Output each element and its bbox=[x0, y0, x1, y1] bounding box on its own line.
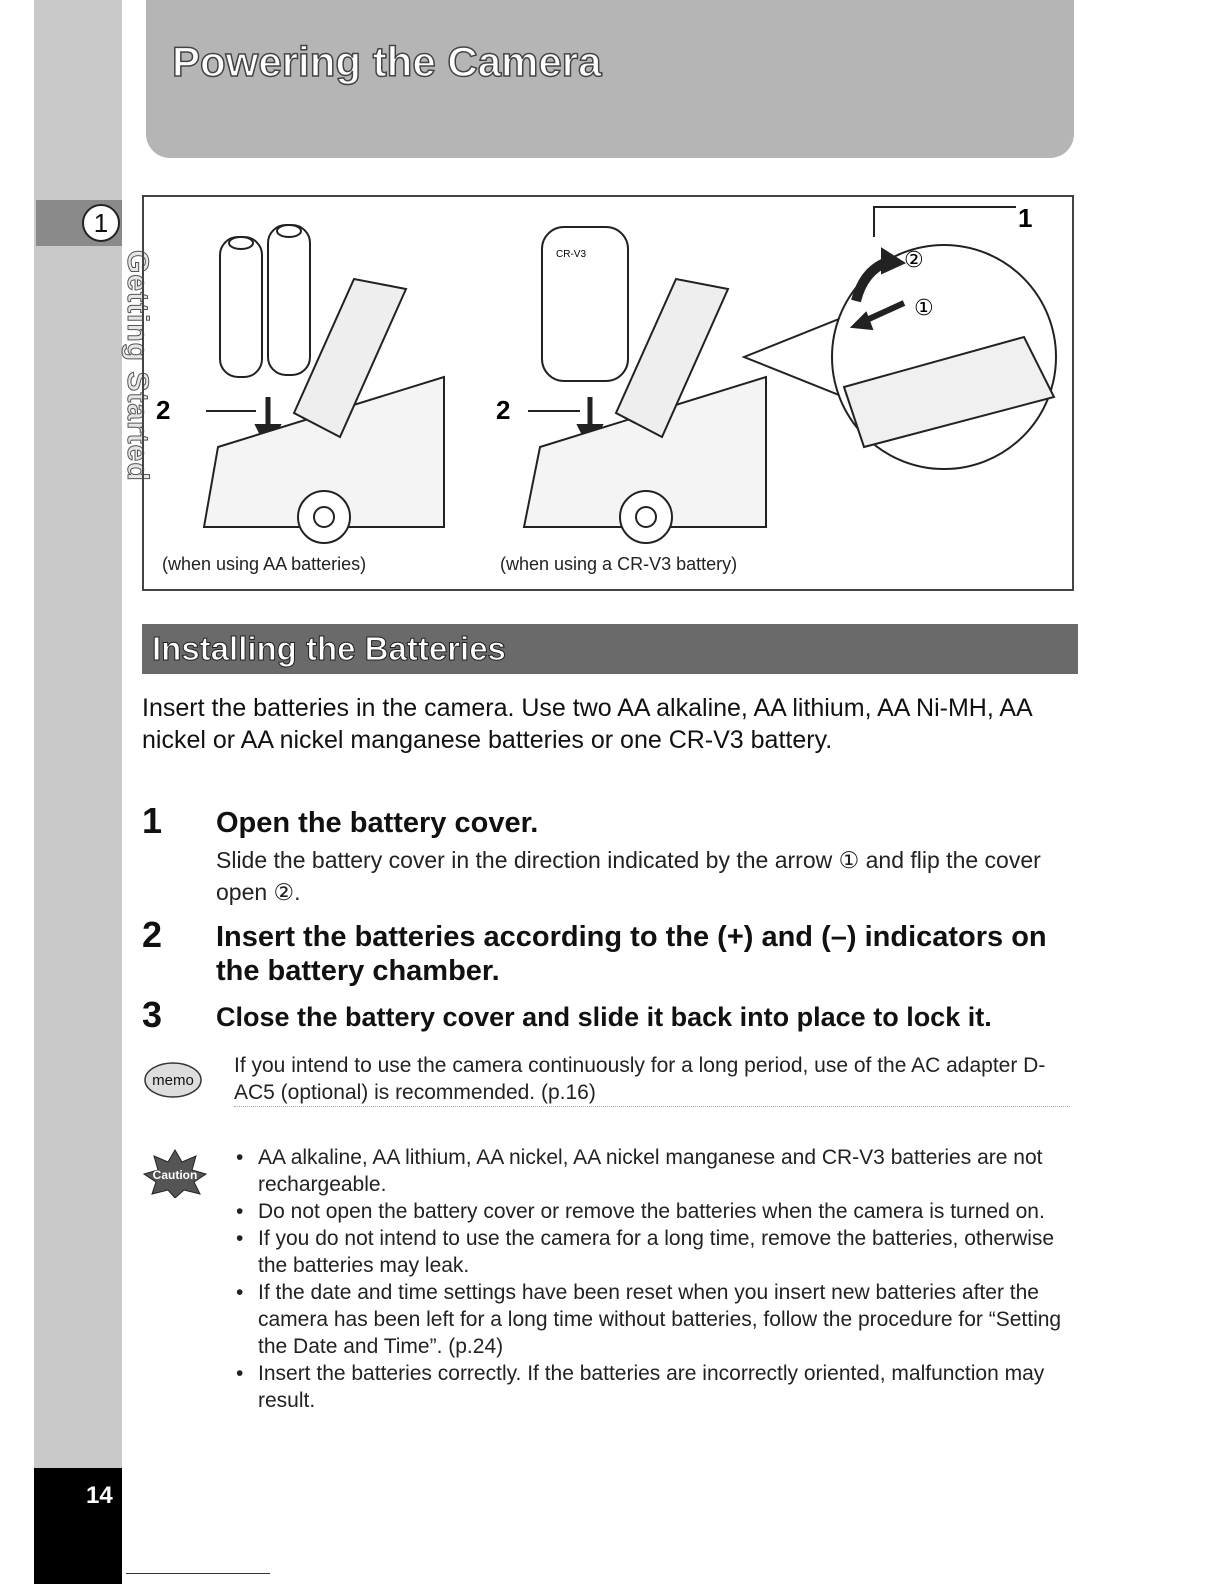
caution-item: • Insert the batteries correctly. If the batteries are incorrectly oriented, malfunction may result. bbox=[232, 1360, 1074, 1414]
arrow-step-2-label: ② bbox=[904, 248, 924, 273]
step-3 bbox=[142, 994, 1092, 1038]
caution-item: • If the date and time settings have been reset when you insert new batteries after the camera has been left for a long time without batteries, follow the procedure for “Setting the Date and Time”. (p.24) bbox=[232, 1279, 1074, 1360]
battery-illustration bbox=[142, 195, 1074, 591]
crv3-battery-drawing bbox=[524, 227, 766, 543]
step-number: 3 bbox=[142, 994, 163, 1035]
section-heading-bar bbox=[142, 624, 1078, 674]
callout-2-right: 2 bbox=[496, 395, 511, 425]
arrow-step-1-label: ① bbox=[914, 296, 934, 321]
caution-item: • Do not open the battery cover or remove the batteries when the camera is turned on. bbox=[232, 1198, 1074, 1225]
caution-icon-label: Caution bbox=[152, 1168, 198, 1182]
step-number: 2 bbox=[142, 914, 163, 955]
caption-crv3: (when using a CR-V3 battery) bbox=[500, 554, 738, 574]
battery-cover-zoom bbox=[744, 207, 1056, 469]
step-title: Insert the batteries according to the (+) and (–) indicators on the battery chamber. bbox=[216, 921, 1047, 987]
callout-1: 1 bbox=[1018, 203, 1033, 233]
step-title: Open the battery cover. bbox=[216, 807, 539, 839]
footer-rule bbox=[126, 1573, 270, 1574]
chapter-label: Getting Started bbox=[121, 250, 154, 482]
chapter-tab bbox=[34, 0, 154, 1468]
caution-note bbox=[142, 1144, 1077, 1464]
memo-note bbox=[142, 1052, 1077, 1112]
caption-aa: (when using AA batteries) bbox=[162, 554, 367, 574]
page-title-bar bbox=[146, 0, 1074, 158]
battery-label: CR-V3 bbox=[556, 249, 587, 260]
caution-item: • If you do not intend to use the camera for a long time, remove the batteries, otherwise the batteries may leak. bbox=[232, 1225, 1074, 1279]
section-intro: Insert the batteries in the camera. Use two AA alkaline, AA lithium, AA Ni-MH, AA nickel or AA nickel manganese batteries or one CR-V3 battery. bbox=[142, 694, 1032, 754]
page-number-box bbox=[34, 1468, 122, 1584]
section-title: Installing the Batteries bbox=[152, 630, 506, 667]
step-1 bbox=[142, 800, 1092, 910]
caution-icon bbox=[142, 1148, 208, 1198]
caution-list bbox=[232, 1144, 1074, 1414]
page-number: 14 bbox=[86, 1482, 113, 1509]
memo-icon bbox=[142, 1056, 204, 1100]
step-title: Close the battery cover and slide it back into place to lock it. bbox=[216, 1002, 992, 1032]
memo-icon-label: memo bbox=[152, 1072, 194, 1089]
callout-2-left: 2 bbox=[156, 395, 171, 425]
page-title: Powering the Camera bbox=[172, 38, 602, 85]
step-description: Slide the battery cover in the direction indicated by the arrow ① and flip the cover open ②. bbox=[216, 847, 1041, 905]
step-number: 1 bbox=[142, 800, 163, 841]
step-2 bbox=[142, 914, 1092, 994]
battery-diagram-svg bbox=[144, 197, 1072, 589]
chapter-number: 1 bbox=[82, 204, 120, 242]
caution-item: • AA alkaline, AA lithium, AA nickel, AA nickel manganese and CR-V3 batteries are not rechargeable. bbox=[232, 1144, 1074, 1198]
aa-batteries-drawing bbox=[204, 225, 444, 543]
memo-text: If you intend to use the camera continuously for a long period, use of the AC adapter D-AC5 (optional) is recommended. (p.16) bbox=[234, 1052, 1070, 1107]
